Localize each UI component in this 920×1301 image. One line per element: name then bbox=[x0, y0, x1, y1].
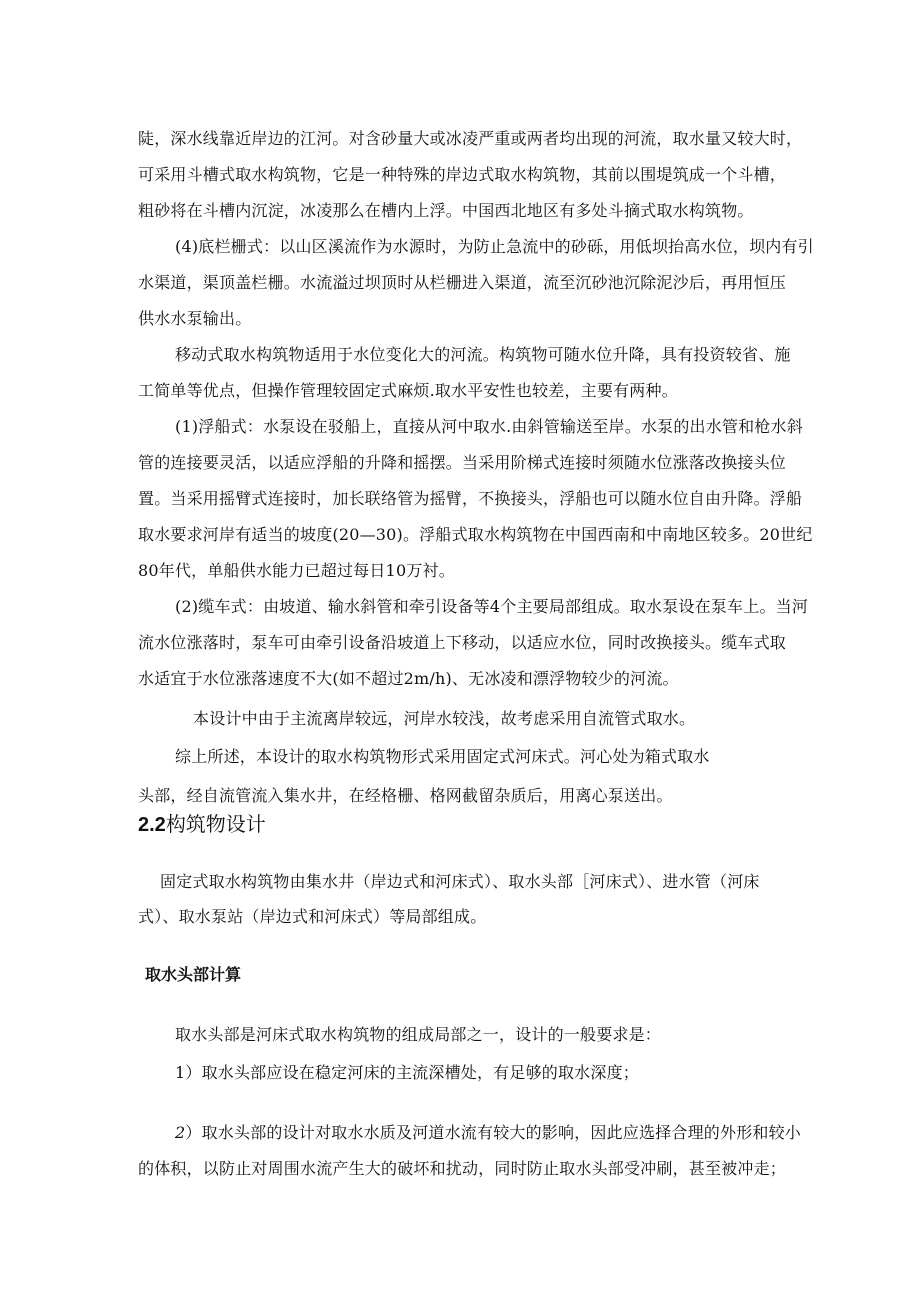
paragraph-line: 流水位涨落时，泵车可由牵引设备沿坡道上下移动，以适应水位，同时改换接头。缆车式取 bbox=[138, 633, 787, 652]
paragraph-line: 取水头部是河床式取水构筑物的组成局部之一，设计的一般要求是： bbox=[175, 1025, 662, 1044]
paragraph-line: 取水要求河岸有适当的坡度(20—30)。浮船式取水构筑物在中国西南和中南地区较多。20世纪 bbox=[138, 525, 813, 544]
paragraph-line: 可采用斗槽式取水构筑物，它是一种特殊的岸边式取水构筑物，其前以围堤筑成一个斗槽， bbox=[138, 165, 787, 184]
section-title: 构筑物设计 bbox=[165, 814, 266, 836]
paragraph-line: 供水水泵输出。 bbox=[138, 309, 252, 328]
paragraph-line: 本设计中由于主流离岸较远，河岸水较浅，故考虑采用自流管式取水。 bbox=[193, 709, 696, 728]
paragraph-line: 置。当采用摇臂式连接时，加长联络管为摇臂，不换接头，浮船也可以随水位自由升降。浮船 bbox=[138, 489, 803, 508]
paragraph-line: (1)浮船式：水泵设在驳船上，直接从河中取水.由斜管输送至岸。水泵的出水管和枪水斜 bbox=[175, 417, 803, 436]
section-heading bbox=[138, 813, 266, 837]
section-number: 2.2 bbox=[138, 814, 166, 836]
paragraph-line: (4)底栏栅式：以山区溪流作为水源时，为防止急流中的砂砾，用低坝抬高水位，坝内有引 bbox=[175, 237, 814, 256]
paragraph-line: 80年代，单船供水能力已超过每日10万衬。 bbox=[138, 561, 455, 580]
list-item bbox=[175, 1123, 801, 1143]
paragraph-line: 水适宜于水位涨落速度不大(如不超过2m/h)、无冰凌和漂浮物较少的河流。 bbox=[138, 669, 679, 688]
paragraph-line: 管的连接要灵活，以适应浮船的升降和摇摆。当采用阶梯式连接时须随水位涨落改换接头位 bbox=[138, 453, 787, 472]
list-item: 1）取水头部应设在稳定河床的主流深槽处，有足够的取水深度； bbox=[175, 1063, 639, 1082]
paragraph-line: 的体积，以防止对周围水流产生大的破坏和扰动，同时防止取水头部受冲刷，甚至被冲走； bbox=[138, 1159, 787, 1178]
paragraph-line: 式）、取水泵站（岸边式和河床式）等局部组成。 bbox=[138, 907, 487, 926]
paragraph-line: 综上所述，本设计的取水构筑物形式采用固定式河床式。河心处为箱式取水 bbox=[175, 747, 710, 766]
paragraph-line: 固定式取水构筑物由集水井（岸边式和河床式）、取水头部［河床式）、进水管（河床 bbox=[160, 872, 760, 891]
paragraph-line: 工简单等优点，但操作管理较固定式麻烦.取水平安性也较差，主要有两种。 bbox=[138, 381, 678, 400]
paragraph-line: 水渠道，渠顶盖栏栅。水流溢过坝顶时从栏栅进入渠道，流至沉砂池沉除泥沙后，再用恒压 bbox=[138, 273, 787, 292]
paragraph-line: 粗砂将在斗槽内沉淀，冰凌那么在槽内上浮。中国西北地区有多处斗摘式取水构筑物。 bbox=[138, 201, 754, 220]
list-item-number: 2 bbox=[175, 1123, 186, 1142]
paragraph-line: 头部，经自流管流入集水井，在经格栅、格网截留杂质后，用离心泵送出。 bbox=[138, 786, 673, 805]
list-item-text: ）取水头部的设计对取水水质及河道水流有较大的影响，因此应选择合理的外形和较小 bbox=[185, 1123, 801, 1142]
paragraph-line: (2)缆车式：由坡道、输水斜管和牵引设备等4个主要局部组成。取水泵设在泵车上。当河 bbox=[175, 597, 809, 616]
paragraph-line: 移动式取水构筑物适用于水位变化大的河流。构筑物可随水位升降，具有投资较省、施 bbox=[175, 345, 791, 364]
subsection-heading: 取水头部计算 bbox=[145, 967, 242, 984]
paragraph-line: 陡，深水线靠近岸边的江河。对含砂量大或冰凌严重或两者均出现的河流，取水量又较大时， bbox=[138, 129, 803, 148]
